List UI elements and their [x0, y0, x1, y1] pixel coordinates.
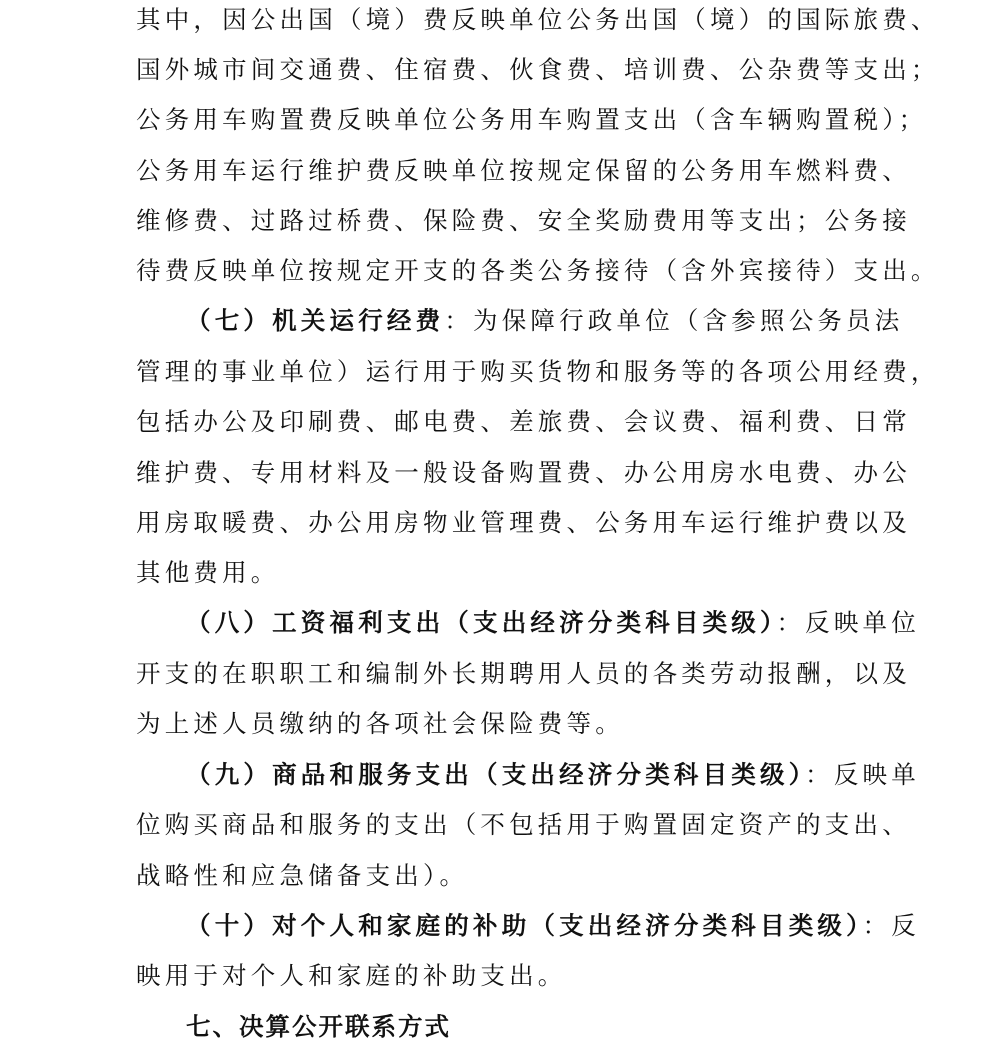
item-7-first-line: [186, 306, 904, 336]
paragraph-line: 其他费用。: [136, 558, 280, 587]
paragraph-line: 为上述人员缴纳的各项社会保险费等。: [136, 709, 624, 738]
paragraph-line: 维修费、过路过桥费、保险费、安全奖励费用等支出；公务接: [136, 206, 911, 235]
paragraph-line: 公务用车购置费反映单位公务用车购置支出（含车辆购置税）；: [136, 105, 928, 134]
paragraph-line: 映用于对个人和家庭的补助支出。: [136, 961, 567, 990]
item-8-text: ：反映单位: [776, 608, 920, 637]
paragraph-line: 开支的在职职工和编制外长期聘用人员的各类劳动报酬，以及: [136, 659, 911, 688]
item-8-first-line: [186, 608, 920, 638]
paragraph-line: 国外城市间交通费、住宿费、伙食费、培训费、公杂费等支出；: [136, 55, 940, 84]
paragraph-line: 待费反映单位按规定开支的各类公务接待（含外宾接待）支出。: [136, 256, 940, 285]
item-8-term: （八）工资福利支出（支出经济分类科目类级）: [186, 608, 777, 637]
paragraph-line: 维护费、专用材料及一般设备购置费、办公用房水电费、办公: [136, 458, 911, 487]
paragraph-line: 其中，因公出国（境）费反映单位公务出国（境）的国际旅费、: [136, 5, 940, 34]
section-heading: 七、决算公开联系方式: [186, 1012, 451, 1041]
item-7-term: （七）机关运行经费: [186, 306, 445, 335]
item-10-first-line: [186, 911, 920, 941]
item-10-text: ：反: [862, 911, 920, 940]
paragraph-line: 位购买商品和服务的支出（不包括用于购置固定资产的支出、: [136, 810, 911, 839]
item-9-term: （九）商品和服务支出（支出经济分类科目类级）: [186, 760, 806, 789]
item-7-text: ：为保障行政单位（含参照公务员法: [444, 306, 904, 335]
paragraph-line: 用房取暖费、办公用房物业管理费、公务用车运行维护费以及: [136, 508, 911, 537]
item-10-term: （十）对个人和家庭的补助（支出经济分类科目类级）: [186, 911, 863, 940]
paragraph-line: 管理的事业单位）运行用于购买货物和服务等的各项公用经费，: [136, 357, 940, 386]
item-9-text: ：反映单: [805, 760, 920, 789]
paragraph-line: 战略性和应急储备支出）。: [136, 861, 469, 890]
paragraph-line: 包括办公及印刷费、邮电费、差旅费、会议费、福利费、日常: [136, 407, 911, 436]
item-9-first-line: [186, 760, 920, 790]
paragraph-line: 公务用车运行维护费反映单位按规定保留的公务用车燃料费、: [136, 156, 911, 185]
